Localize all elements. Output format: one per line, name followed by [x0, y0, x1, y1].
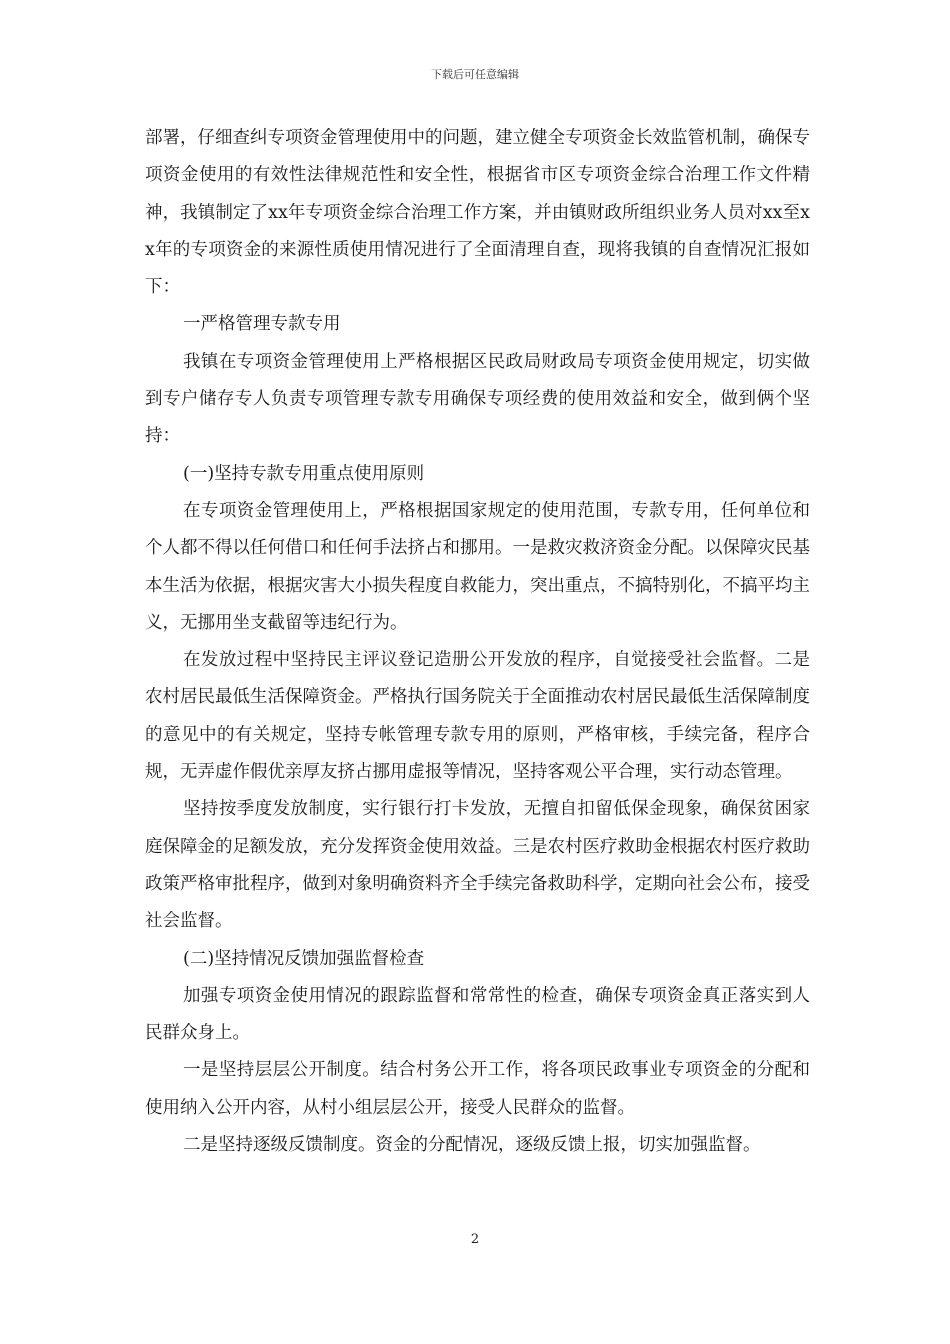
document-body — [145, 120, 810, 1164]
section-heading-1: 一严格管理专款专用 — [183, 314, 341, 335]
paragraph-intro: 部署，仔细查纠专项资金管理使用中的问题，建立健全专项资金长效监管机制，确保专项资金使用的有效性法律规范性和安全性，根据省市区专项资金综合治理工作文件精神，我镇制定了xx年专项资金综合治理工作方案，并由镇财政所组织业务人员对xx至xx年的专项资金的来源性质使用情况进行了全面清理自查，现将我镇的自查情况汇报如下： — [145, 128, 810, 298]
paragraph-feedback: 二是坚持逐级反馈制度。资金的分配情况，逐级反馈上报，切实加强监督。 — [183, 1135, 761, 1156]
subsection-heading-2: (二)坚持情况反馈加强监督检查 — [183, 948, 425, 969]
paragraph-subsistence-funds: 在发放过程中坚持民主评议登记造册公开发放的程序，自觉接受社会监督。二是农村居民最低生活保障资金。严格执行国务院关于全面推动农村居民最低生活保障制度的意见中的有关规定，坚持专帐管理专款专用的原则，严格审核，手续完备，程序合规，无弄虚作假优亲厚友挤占挪用虚报等情况，坚持客观公平合理，实行动态管理。 — [145, 650, 810, 783]
page-header: 下载后可任意编辑 — [431, 68, 519, 81]
paragraph-supervision: 加强专项资金使用情况的跟踪监督和常常性的检查，确保专项资金真正落实到人民群众身上。 — [145, 985, 810, 1044]
paragraph-relief-funds: 在专项资金管理使用上，严格根据国家规定的使用范围，专款专用，任何单位和个人都不得以任何借口和任何手法挤占和挪用。一是救灾救济资金分配。以保障灾民基本生活为依据，根据灾害大小损失程度自救能力，突出重点，不搞特别化，不搞平均主义，无挪用坐支截留等违纪行为。 — [145, 500, 810, 633]
page-number: 2 — [470, 1232, 480, 1247]
paragraph-medical-aid: 坚持按季度发放制度，实行银行打卡发放，无擅自扣留低保金现象，确保贫困家庭保障金的足额发放，充分发挥资金使用效益。三是农村医疗救助金根据农村医疗救助政策严格审批程序，做到对象明确资料齐全手续完备救助科学，定期向社会公布，接受社会监督。 — [145, 799, 810, 932]
paragraph-section-1: 我镇在专项资金管理使用上严格根据区民政局财政局专项资金使用规定，切实做到专户储存专人负责专项管理专款专用确保专项经费的使用效益和安全，做到俩个坚持： — [145, 351, 810, 447]
subsection-heading-1: (一)坚持专款专用重点使用原则 — [183, 463, 425, 484]
paragraph-public-disclosure: 一是坚持层层公开制度。结合村务公开工作，将各项民政事业专项资金的分配和使用纳入公开内容，从村小组层层公开，接受人民群众的监督。 — [145, 1060, 810, 1118]
